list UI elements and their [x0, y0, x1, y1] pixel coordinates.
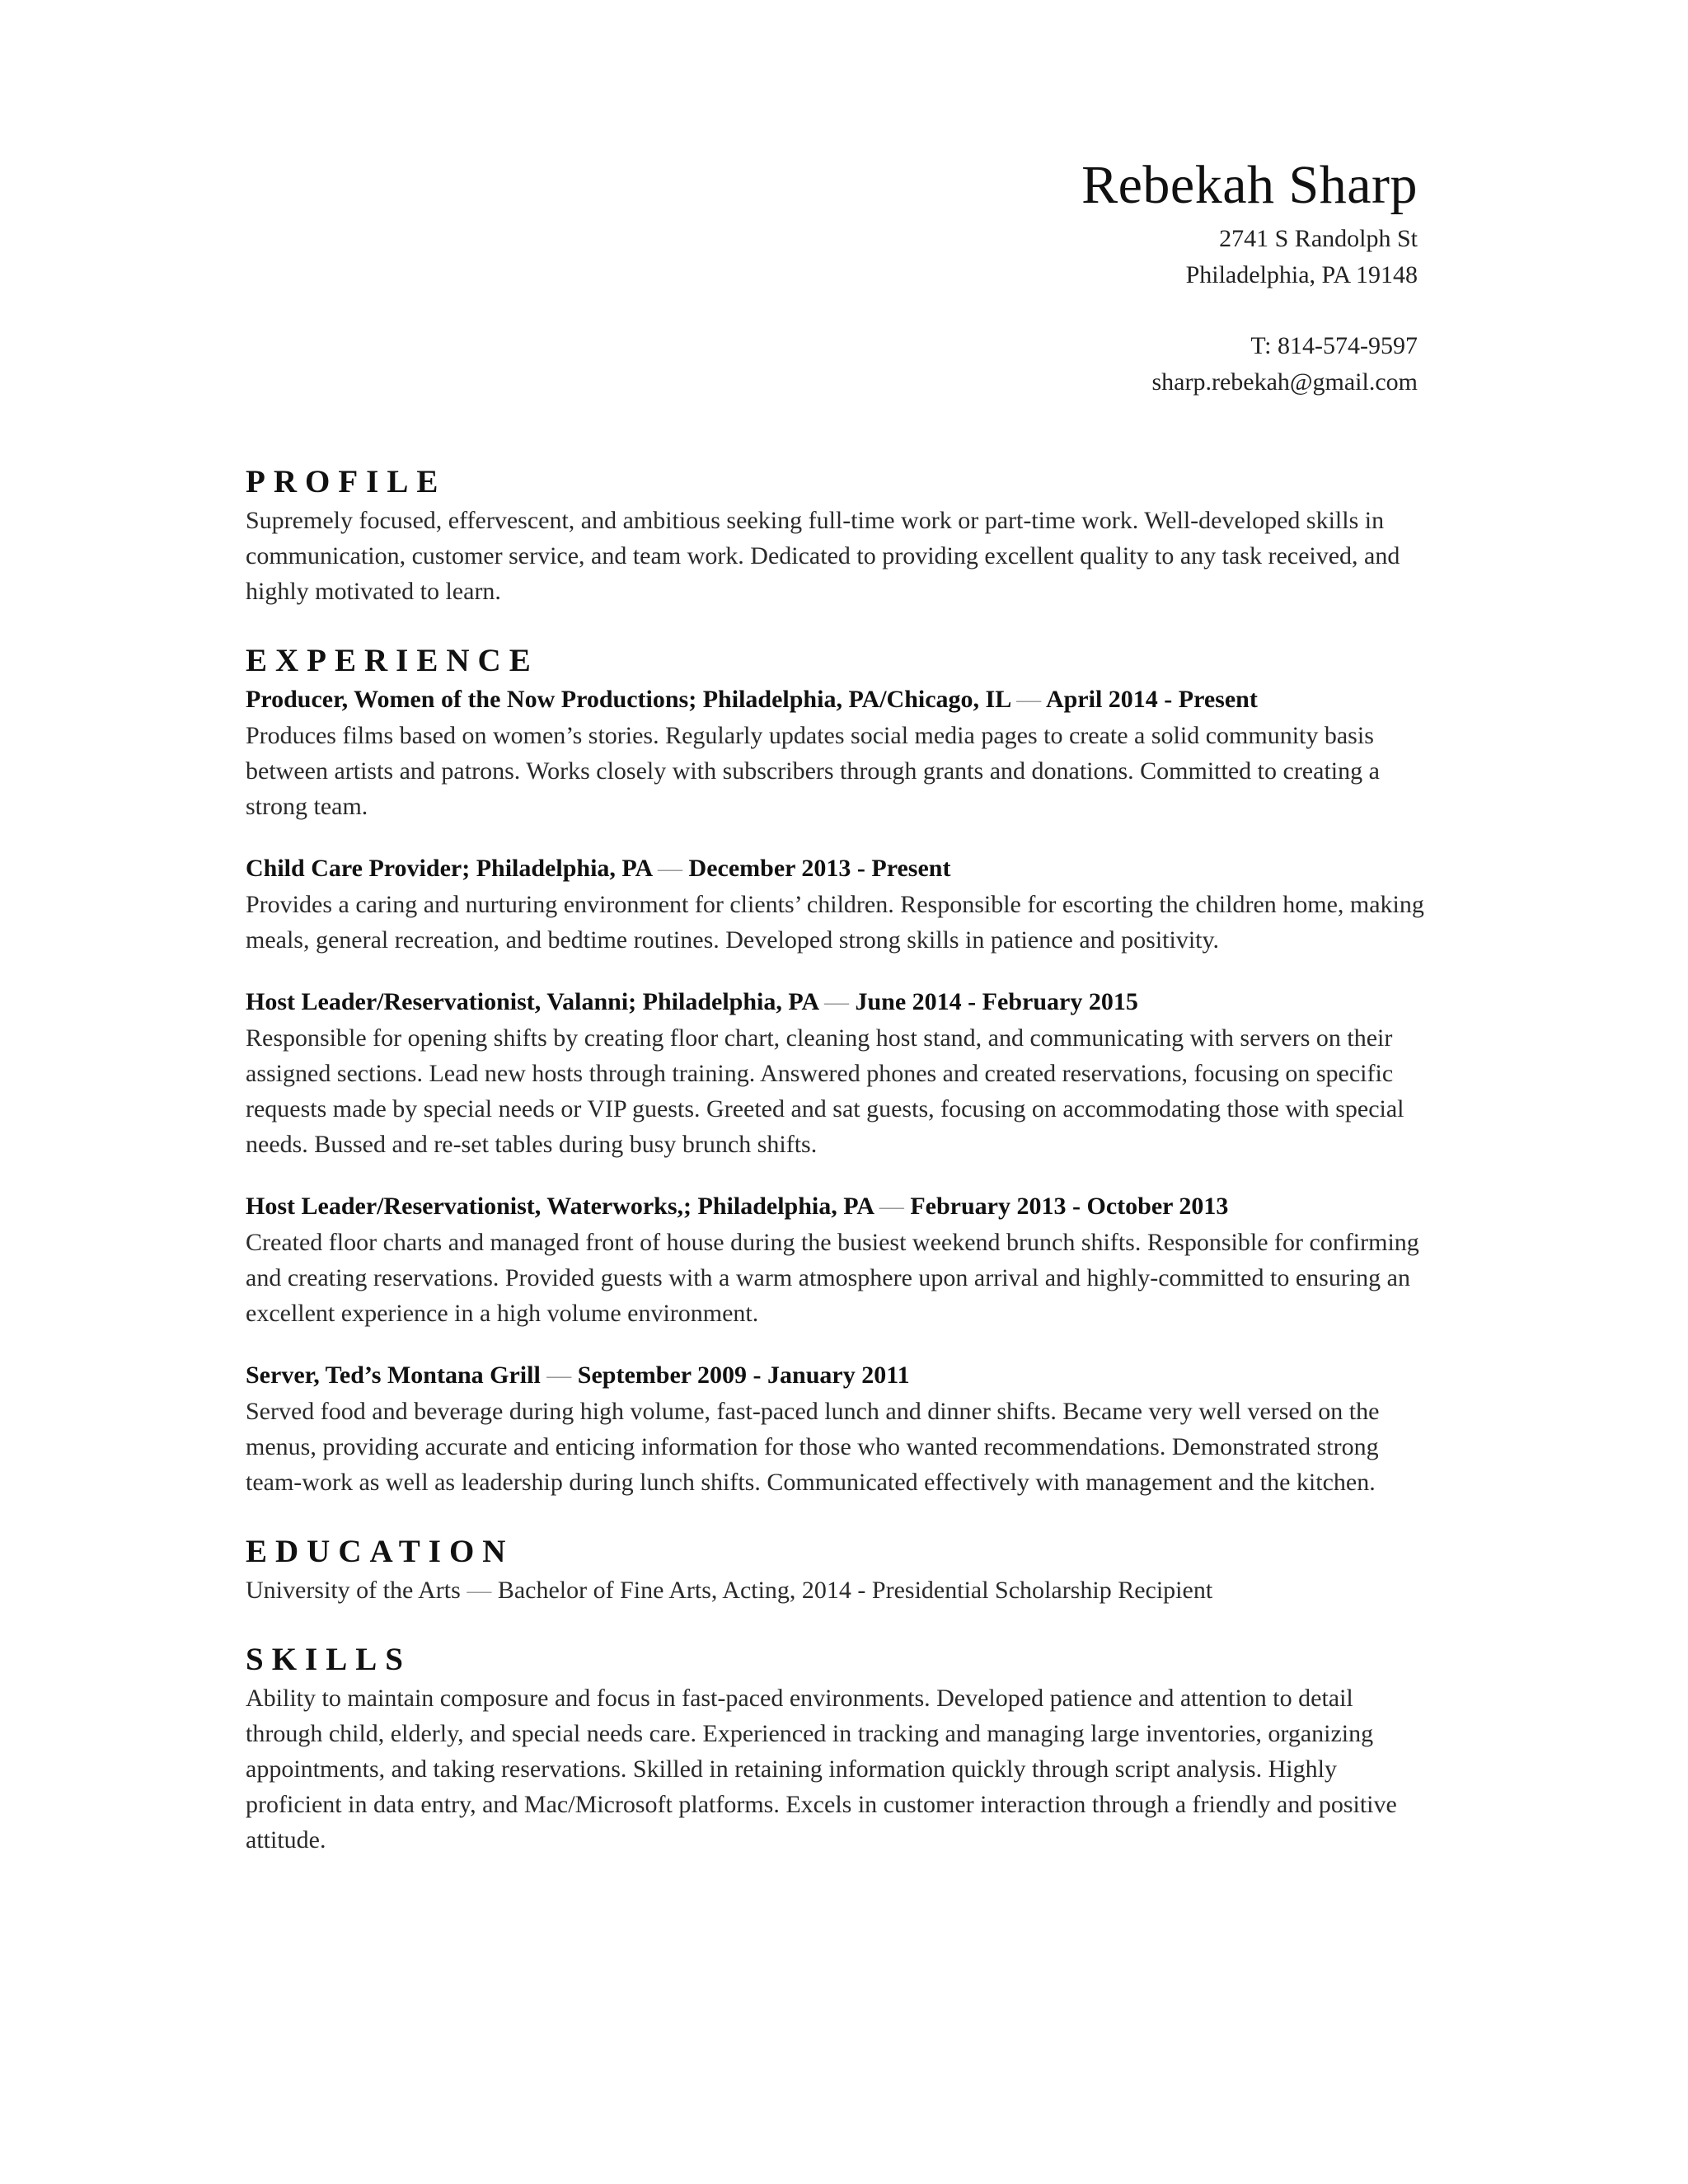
dash-separator: — [1016, 686, 1042, 713]
education-entry [246, 1572, 1424, 1608]
job-entry [246, 984, 1424, 1162]
dash-separator: — [658, 855, 683, 882]
job-heading [246, 682, 1424, 718]
job-dates: February 2013 - October 2013 [910, 1193, 1229, 1220]
resume-header [676, 155, 1418, 401]
dash-separator: — [467, 1577, 492, 1604]
resume-body [246, 462, 1424, 1889]
job-description: Provides a caring and nurturing environment for clients’ children. Responsible for escorting the children home, making meals, general recreation, and bedtime routines. Developed strong skills in patience and positivity. [246, 891, 1424, 954]
job-heading [246, 1188, 1424, 1225]
skills-section [246, 1639, 1424, 1858]
job-entry [246, 1188, 1424, 1331]
email-address: sharp.rebekah@gmail.com [1151, 368, 1418, 396]
phone-number: T: 814-574-9597 [1250, 332, 1418, 359]
candidate-name: Rebekah Sharp [1081, 155, 1418, 215]
profile-section [246, 462, 1424, 609]
job-entry [246, 1357, 1424, 1500]
job-dates: September 2009 - January 2011 [577, 1361, 910, 1389]
contact-spacer [676, 293, 1418, 328]
job-description: Responsible for opening shifts by creating floor chart, cleaning host stand, and communicating with servers on their assigned sections. Lead new hosts through training. Answered phones and created reservations, focusing on specific requests made by special needs or VIP guests. Greeted and sat guests, focusing on accommodating those with special needs. Bussed and re-set tables during busy brunch shifts. [246, 1024, 1404, 1158]
job-dates: December 2013 - Present [688, 855, 951, 882]
job-dates: April 2014 - Present [1045, 686, 1258, 713]
job-title: Child Care Provider; Philadelphia, PA [246, 855, 652, 882]
profile-heading: PROFILE [246, 464, 447, 499]
job-dates: June 2014 - February 2015 [855, 988, 1138, 1015]
education-heading: EDUCATION [246, 1534, 514, 1569]
job-title: Producer, Women of the Now Productions; Philadelphia, PA/Chicago, IL [246, 686, 1010, 713]
job-entry [246, 682, 1424, 824]
degree-details: Bachelor of Fine Arts, Acting, 2014 - Presidential Scholarship Recipient [497, 1577, 1213, 1604]
job-heading [246, 851, 1424, 887]
job-heading [246, 1357, 1424, 1394]
address-line-2: Philadelphia, PA 19148 [1185, 261, 1418, 288]
dash-separator: — [824, 988, 849, 1015]
experience-section [246, 640, 1424, 1500]
job-description: Served food and beverage during high volume, fast-paced lunch and dinner shifts. Became very well versed on the menus, providing accurate and enticing information for those who wanted recommendations. Demonstrated strong team-work as well as leadership during lunch shifts. Communicated effectively with management and the kitchen. [246, 1398, 1380, 1496]
job-title: Host Leader/Reservationist, Waterworks,; Philadelphia, PA [246, 1193, 874, 1220]
dash-separator: — [546, 1361, 572, 1389]
school-name: University of the Arts [246, 1577, 461, 1604]
profile-text: Supremely focused, effervescent, and ambitious seeking full-time work or part-time work. Well-developed skills in communication, customer service, and team work. Dedicated to providing excellent quality to any task received, and highly motivated to learn. [246, 507, 1400, 605]
job-heading [246, 984, 1424, 1020]
job-description: Created floor charts and managed front of house during the busiest weekend brunch shifts. Responsible for confirming and creating reservations. Provided guests with a warm atmosphere upon arrival and highly-committed to ensuring an excellent experience in a high volume environment. [246, 1229, 1419, 1327]
job-title: Host Leader/Reservationist, Valanni; Philadelphia, PA [246, 988, 818, 1015]
experience-heading: EXPERIENCE [246, 643, 539, 678]
address-line-1: 2741 S Randolph St [1219, 225, 1418, 252]
job-description: Produces films based on women’s stories. Regularly updates social media pages to create a solid community basis between artists and patrons. Works closely with subscribers through grants and donations. Committed to creating a strong team. [246, 722, 1380, 820]
job-title: Server, Ted’s Montana Grill [246, 1361, 541, 1389]
education-section [246, 1531, 1424, 1608]
skills-text: Ability to maintain composure and focus in fast-paced environments. Developed patience and attention to detail through child, elderly, and special needs care. Experienced in tracking and managing large inventories, organizing appointments, and taking reservations. Skilled in retaining information quickly through script analysis. Highly proficient in data entry, and Mac/Microsoft platforms. Excels in customer interaction through a friendly and positive attitude. [246, 1685, 1397, 1854]
dash-separator: — [879, 1193, 904, 1220]
job-entry [246, 851, 1424, 958]
skills-heading: SKILLS [246, 1642, 411, 1677]
